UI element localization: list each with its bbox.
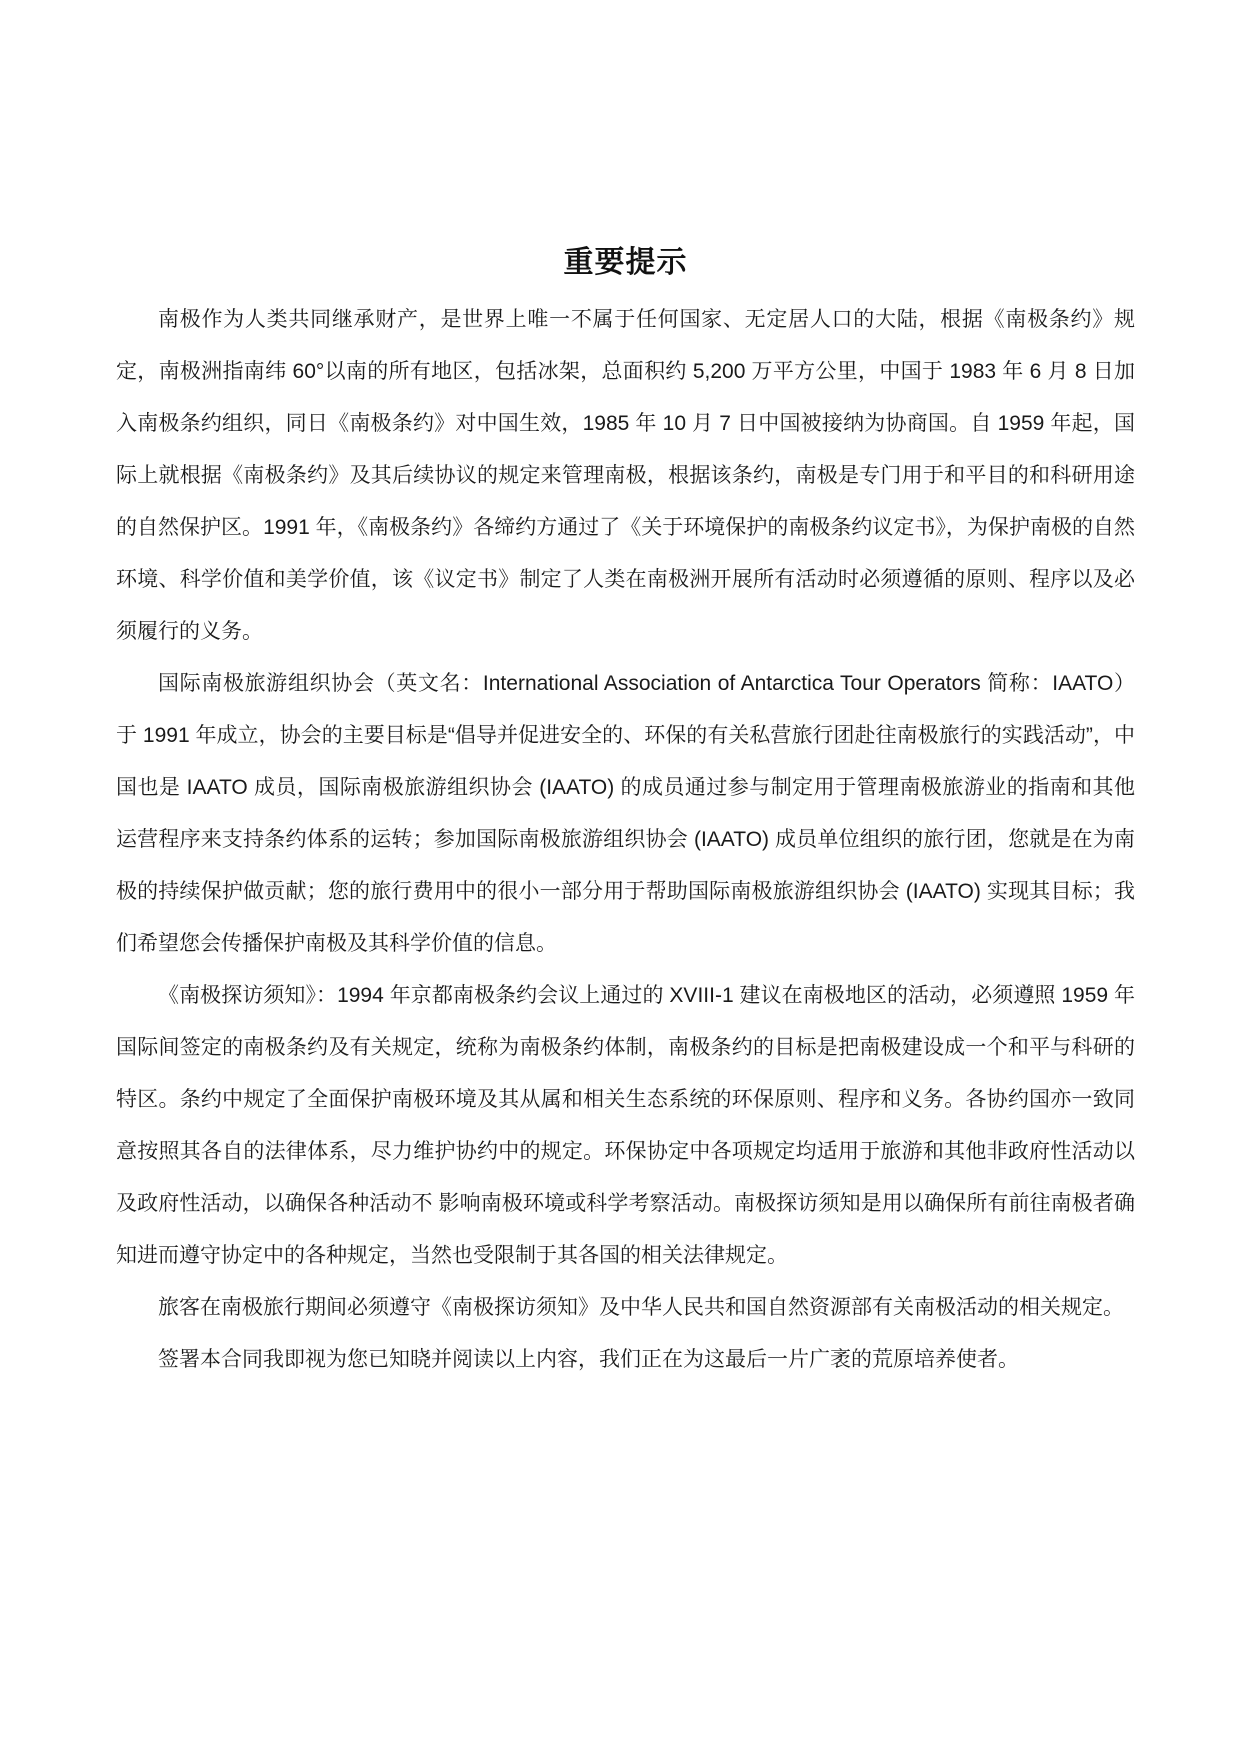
paragraph-traveler-obligations: 旅客在南极旅行期间必须遵守《南极探访须知》及中华人民共和国自然资源部有关南极活动的相关规定。 (158, 1296, 1124, 1319)
paragraph-iaato: 国际南极旅游组织协会（英文名：International Association of Antarctica Tour Operators 简称：IAATO）于 1991 年成立，协会的主要目标是“倡导并促进安全的、环保的有关私营旅行团赴往南极旅行的实践活动”，中国也是 IAATO 成员，国际南极旅游组织协会 (IAATO) 的成员通过参与制定用于管理南极旅游业的指南和其他运营程序来支持条约体系的运转；参加国际南极旅游组织协会 (IAATO) 成员单位组织的旅行团，您就是在为南极的持续保护做贡献；您的旅行费用中的很小一部分用于帮助国际南极旅游组织协会 (IAATO) 实现其目标；我们希望您会传播保护南极及其科学价值的信息。 (116, 672, 1135, 955)
paragraph-antarctic-treaty-overview: 南极作为人类共同继承财产，是世界上唯一不属于任何国家、无定居人口的大陆，根据《南极条约》规定，南极洲指南纬 60°以南的所有地区，包括冰架，总面积约 5,200 万平方公里，中国于 1983 年 6 月 8 日加入南极条约组织，同日《南极条约》对中国生效，1985 年 10 月 7 日中国被接纳为协商国。自 1959 年起，国际上就根据《南极条约》及其后续协议的规定来管理南极，根据该条约，南极是专门用于和平目的和科研用途的自然保护区。1991 年，《南极条约》各缔约方通过了《关于环境保护的南极条约议定书》，为保护南极的自然环境、科学价值和美学价值，该《议定书》制定了人类在南极洲开展所有活动时必须遵循的原则、程序以及必须履行的义务。 (116, 308, 1135, 643)
paragraph-visitor-guidelines: 《南极探访须知》：1994 年京都南极条约会议上通过的 XVIII-1 建议在南极地区的活动，必须遵照 1959 年国际间签定的南极条约及有关规定，统称为南极条约体制，南极条约的目标是把南极建设成一个和平与科研的特区。条约中规定了全面保护南极环境及其从属和相关生态系统的环保原则、程序和义务。各协约国亦一致同意按照其各自的法律体系，尽力维护协约中的规定。环保协定中各项规定均适用于旅游和其他非政府性活动以及政府性活动，以确保各种活动不 影响南极环境或科学考察活动。南极探访须知是用以确保所有前往南极者确知进而遵守协定中的各种规定，当然也受限制于其各国的相关法律规定。 (116, 984, 1135, 1267)
page-title: 重要提示 (563, 246, 688, 279)
paragraph-signature-acknowledgement: 签署本合同我即视为您已知晓并阅读以上内容，我们正在为这最后一片广袤的荒原培养使者。 (158, 1348, 1019, 1371)
document-body (116, 294, 1135, 1386)
